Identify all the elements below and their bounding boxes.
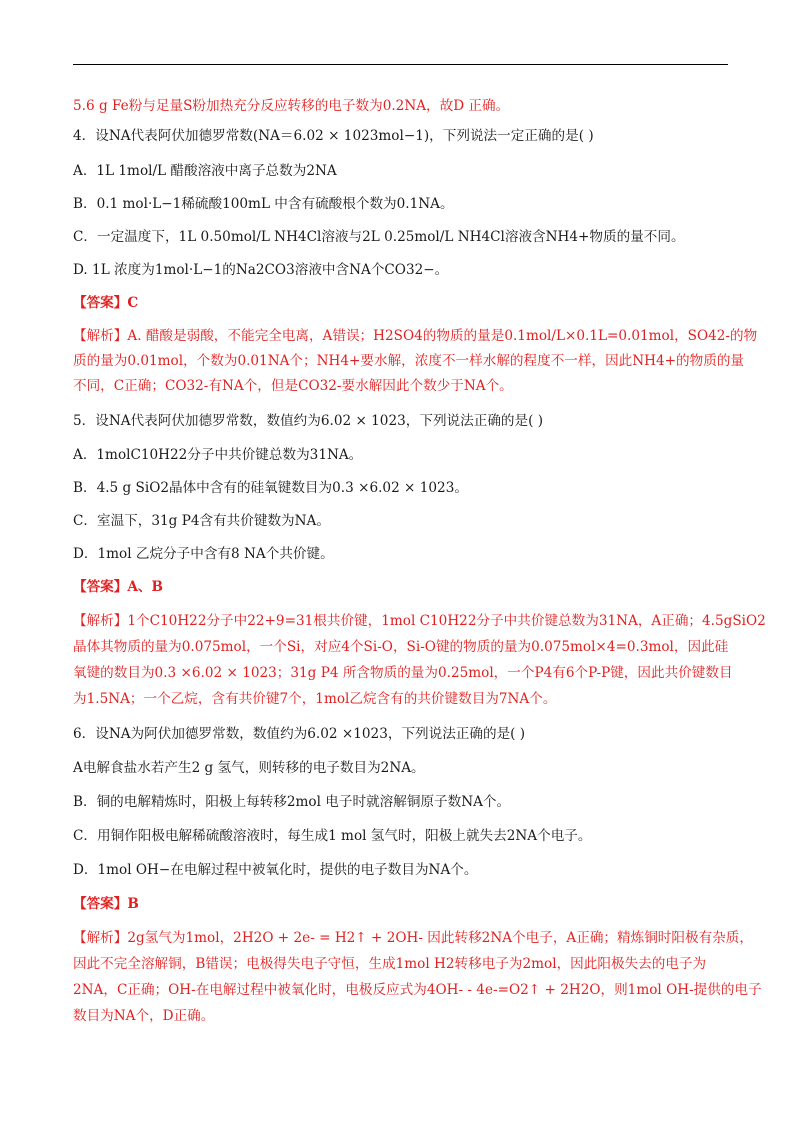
question-4-explanation-line: 【解析】A. 醋酸是弱酸，不能完全电离，A错误；H2SO4的物质的量是0.1mol/L×0.1L=0.01mol，SO42-的物 xyxy=(73,328,758,344)
question-4-option-c: C．一定温度下，1L 0.50mol/L NH4Cl溶液与2L 0.25mol/L NH4Cl溶液含NH4+物质的量不同。 xyxy=(73,229,685,245)
question-5-answer: 【答案】A、B xyxy=(73,579,164,595)
question-5-explanation-line: 氧键的数目为0.3 ×6.02 × 1023；31g P4 所含物质的量为0.25mol，一个P4有6个P-P键，因此共价键数目 xyxy=(73,665,733,681)
question-5-option-b: B．4.5 g SiO2晶体中含有的硅氧键数目为0.3 ×6.02 × 1023。 xyxy=(73,480,468,496)
question-6-explanation-line: 2NA，C正确；OH-在电解过程中被氧化时，电极反应式为4OH- - 4e-=O2↑ + 2H2O，则1mol OH-提供的电子 xyxy=(73,982,762,998)
question-4-option-b: B．0.1 mol·L−1稀硫酸100mL 中含有硫酸根个数为0.1NA。 xyxy=(73,196,454,212)
question-5-stem: 5．设NA代表阿伏加德罗常数，数值约为6.02 × 1023，下列说法正确的是( ) xyxy=(73,413,544,429)
question-4-stem: 4．设NA代表阿伏加德罗常数(NA＝6.02 × 1023mol−1)，下列说法一定正确的是( ) xyxy=(73,128,594,144)
question-6-option-c: C．用铜作阳极电解稀硫酸溶液时，每生成1 mol 氢气时，阳极上就失去2NA个电子。 xyxy=(73,828,592,844)
question-4-option-a: A．1L 1mol/L 醋酸溶液中离子总数为2NA xyxy=(73,163,337,179)
question-6-explanation-line: 数目为NA个，D正确。 xyxy=(73,1008,215,1024)
question-4-answer: 【答案】C xyxy=(73,295,139,311)
question-4-explanation-line: 不同，C正确；CO32-有NA个，但是CO32-要水解因此个数少于NA个。 xyxy=(73,378,513,394)
question-6-option-a: A电解食盐水若产生2 g 氢气，则转移的电子数目为2NA。 xyxy=(73,760,425,776)
question-5-explanation-line: 为1.5NA；一个乙烷，含有共价键7个，1mol乙烷含有的共价键数目为7NA个。 xyxy=(73,691,557,707)
text-line: 5.6 g Fe粉与足量S粉加热充分反应转移的电子数为0.2NA，故D 正确。 xyxy=(73,98,510,114)
question-6-option-b: B．铜的电解精炼时，阳极上每转移2mol 电子时就溶解铜原子数NA个。 xyxy=(73,794,511,810)
question-4-option-d: D. 1L 浓度为1mol·L−1的Na2CO3溶液中含NA个CO32−。 xyxy=(73,262,449,278)
question-6-stem: 6．设NA为阿伏加德罗常数，数值约为6.02 ×1023，下列说法正确的是( ) xyxy=(73,726,526,742)
question-6-option-d: D．1mol OH−在电解过程中被氧化时，提供的电子数目为NA个。 xyxy=(73,862,478,878)
header-rule xyxy=(73,64,728,65)
question-6-explanation-line: 【解析】2g氢气为1mol，2H2O + 2e- = H2↑ + 2OH- 因此转移2NA个电子，A正确；精炼铜时阳极有杂质， xyxy=(73,930,753,946)
question-4-explanation-line: 质的量为0.01mol，个数为0.01NA个；NH4+要水解，浓度不一样水解的程度不一样，因此NH4+的物质的量 xyxy=(73,353,745,369)
question-5-option-d: D．1mol 乙烷分子中含有8 NA个共价键。 xyxy=(73,546,334,562)
question-5-option-c: C．室温下，31g P4含有共价键数为NA。 xyxy=(73,513,330,529)
question-5-explanation-line: 晶体其物质的量为0.075mol，一个Si，对应4个Si-O，Si-O键的物质的量为0.075mol×4=0.3mol，因此硅 xyxy=(73,639,729,655)
question-6-explanation-line: 因此不完全溶解铜，B错误；电极得失电子守恒，生成1mol H2转移电子为2mol，因此阳极失去的电子为 xyxy=(73,956,707,972)
question-5-explanation-line: 【解析】1个C10H22分子中22+9=31根共价键，1mol C10H22分子中共价键总数为31NA，A正确；4.5gSiO2 xyxy=(73,613,766,629)
question-6-answer: 【答案】B xyxy=(73,896,139,912)
question-5-option-a: A．1molC10H22分子中共价键总数为31NA。 xyxy=(73,447,363,463)
